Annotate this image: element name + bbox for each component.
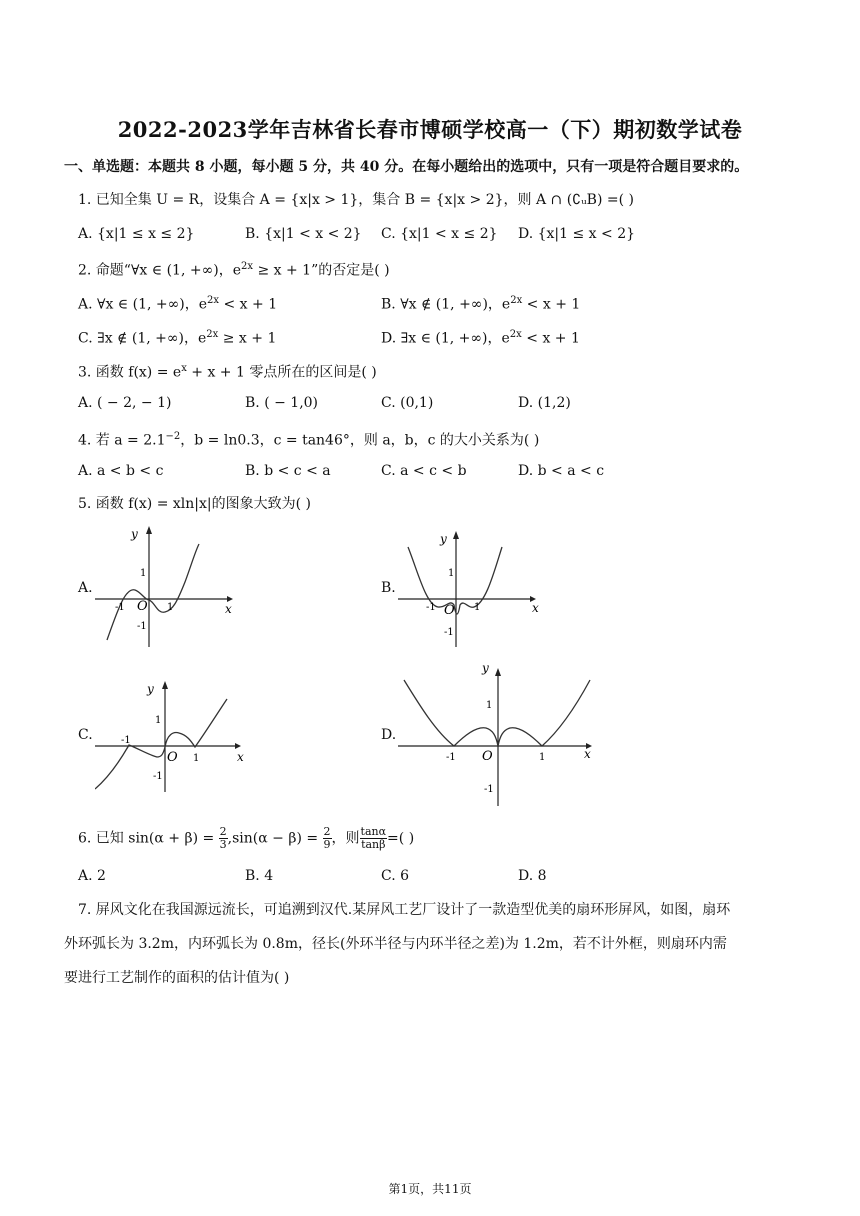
page-footer: 第1页，共11页 bbox=[388, 1182, 472, 1196]
q6-fraction-2: $\frac{2}{9}$ bbox=[323, 825, 331, 851]
q1-option-c: C. {x|1 < x ≤ 2} bbox=[381, 226, 498, 242]
q4-option-a: A. a < b < c bbox=[78, 463, 164, 479]
q3-option-b: B. ( − 1,0) bbox=[245, 395, 319, 411]
graph-a-origin: O bbox=[137, 599, 148, 614]
q2-option-b: B. ∀x ∉ (1, +∞)，$e^{2x} < x + 1$ bbox=[381, 295, 581, 313]
q6-option-a: A. 2 bbox=[78, 868, 106, 884]
question-6-stem: 6. 已知 sin(α + β) = $\frac{2}{3}$ ,sin(α − β) = $\frac{2}{9}$ ，则 $\frac{\tan\alpha}{\tan\beta}$ =( ) bbox=[78, 825, 415, 851]
graph-b-y-one: 1 bbox=[448, 568, 455, 579]
graph-b-x-neg-one: -1 bbox=[426, 602, 436, 613]
q6-option-b: B. 4 bbox=[245, 868, 274, 884]
graph-c-x-neg-one: -1 bbox=[121, 735, 131, 746]
graph-c-x-label: x bbox=[237, 750, 244, 764]
q1-option-d: D. {x|1 ≤ x < 2} bbox=[518, 226, 636, 242]
graph-a-y-one: 1 bbox=[140, 568, 147, 579]
question-7-line-1: 7. 屏风文化在我国源远流长，可追溯到汉代.某屏风工艺厂设计了一款造型优美的扇环形屏风，如图，扇环 bbox=[78, 902, 731, 918]
q5-option-b-label: B. bbox=[381, 580, 396, 596]
q6-option-c: C. 6 bbox=[381, 868, 410, 884]
graph-d-x-label: x bbox=[584, 747, 591, 761]
question-5-stem: 5. 函数 f(x) = xln|x|的图象大致为( ) bbox=[78, 496, 311, 512]
question-7-line-3: 要进行工艺制作的面积的估计值为( ) bbox=[64, 970, 290, 986]
graph-b-y-neg-one: -1 bbox=[444, 627, 454, 638]
graph-a-y-arrow bbox=[146, 526, 152, 534]
graph-a-x-label: x bbox=[225, 602, 232, 616]
page-title: 2022-2023学年吉林省长春市博硕学校高一（下）期初数学试卷 bbox=[117, 117, 743, 142]
question-3-stem: 3. 函数 $f(x) = e^x + x + 1$ 零点所在的区间是( ) bbox=[78, 363, 377, 381]
graph-a-y-neg-one: -1 bbox=[137, 621, 147, 632]
graph-a-x-one: 1 bbox=[167, 602, 174, 613]
graph-b-x-label: x bbox=[532, 601, 539, 615]
graph-c-y-one: 1 bbox=[155, 715, 162, 726]
graph-c bbox=[95, 677, 255, 797]
graph-a-curve bbox=[107, 544, 199, 640]
q6-option-d: D. 8 bbox=[518, 868, 547, 884]
q5-option-a-label: A. bbox=[78, 580, 93, 596]
graph-d-origin: O bbox=[482, 749, 493, 764]
graph-d-x-one: 1 bbox=[539, 752, 546, 763]
question-7-line-2: 外环弧长为 3.2m，内环弧长为 0.8m，径长(外环半径与内环半径之差)为 1.2m，若不计外框，则扇环内需 bbox=[64, 936, 727, 952]
graph-c-y-neg-one: -1 bbox=[153, 771, 163, 782]
q5-option-d-label: D. bbox=[381, 727, 397, 743]
graph-d-y-one: 1 bbox=[486, 700, 493, 711]
q1-option-a: A. {x|1 ≤ x ≤ 2} bbox=[78, 226, 195, 242]
q6-fraction-3: $\frac{\tan\alpha}{\tan\beta}$ bbox=[360, 825, 387, 851]
graph-d bbox=[398, 660, 608, 808]
graph-b-curve bbox=[408, 547, 502, 614]
graph-b-origin: O bbox=[444, 603, 455, 618]
graph-d-x-neg-one: -1 bbox=[446, 752, 456, 763]
graph-c-x-one: 1 bbox=[193, 753, 200, 764]
question-4-stem: 4. 若 $a = 2.1^{-2}$，b = ln0.3，c = tan46°，则 a，b，c 的大小关系为( ) bbox=[78, 431, 540, 449]
q2-option-d: D. ∃x ∈ (1, +∞)，$e^{2x} < x + 1$ bbox=[381, 329, 580, 347]
graph-a bbox=[95, 522, 255, 652]
graph-b-y-label: y bbox=[440, 532, 447, 546]
q5-option-c-label: C. bbox=[78, 727, 93, 743]
question-2-stem: 2. 命题“∀x ∈ (1, +∞)，$e^{2x} \ge x + 1$”的否定是( ) bbox=[78, 261, 390, 279]
graph-c-origin: O bbox=[167, 750, 178, 765]
graph-d-curve bbox=[404, 680, 590, 746]
q3-option-d: D. (1,2) bbox=[518, 395, 571, 411]
graph-b-y-arrow bbox=[453, 531, 459, 539]
graph-b bbox=[398, 527, 558, 652]
graph-d-y-arrow bbox=[495, 668, 501, 676]
q3-option-a: A. ( − 2, − 1) bbox=[78, 395, 172, 411]
q3-option-c: C. (0,1) bbox=[381, 395, 434, 411]
q6-fraction-1: $\frac{2}{3}$ bbox=[219, 825, 227, 851]
graph-a-y-label: y bbox=[131, 527, 138, 541]
q2-option-a: A. ∀x ∈ (1, +∞)，$e^{2x} < x + 1$ bbox=[78, 295, 278, 313]
q1-option-b: B. {x|1 < x < 2} bbox=[245, 226, 362, 242]
question-1-stem: 1. 已知全集 U = R，设集合 A = {x|x > 1}，集合 B = {x|x > 2}，则 A ∩ (∁ᵤB) =( ) bbox=[78, 192, 634, 208]
graph-c-y-arrow bbox=[162, 681, 168, 689]
q4-option-c: C. a < c < b bbox=[381, 463, 467, 479]
graph-d-y-neg-one: -1 bbox=[484, 784, 494, 795]
q4-option-d: D. b < a < c bbox=[518, 463, 605, 479]
graph-c-y-label: y bbox=[147, 682, 154, 696]
q2-option-c: C. ∃x ∉ (1, +∞)，$e^{2x} \ge x + 1$ bbox=[78, 329, 277, 347]
graph-b-x-one: 1 bbox=[474, 602, 481, 613]
q4-option-b: B. b < c < a bbox=[245, 463, 331, 479]
graph-d-y-label: y bbox=[482, 661, 489, 675]
section-heading: 一、单选题：本题共 8 小题，每小题 5 分，共 40 分。在每小题给出的选项中，只有一项是符合题目要求的。 bbox=[64, 159, 749, 175]
graph-c-x-arrow bbox=[235, 743, 241, 749]
graph-a-x-neg-one: -1 bbox=[115, 602, 125, 613]
